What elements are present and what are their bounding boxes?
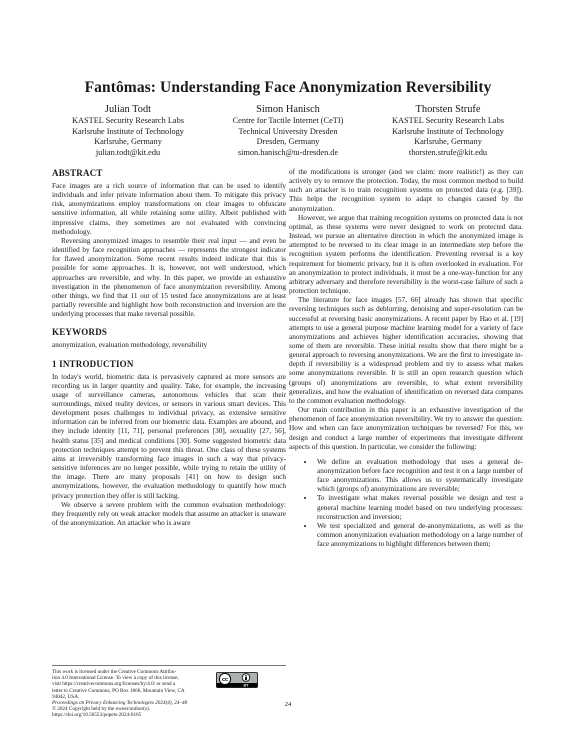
abstract-paragraph: Reversing anonymized images to resemble their real input — and even be identified by face recognition approaches — represents the strongest indicator for flawed anonymization. Some recent results indeed indicate that this is possible for some approaches. It is, however, not well understood, which approaches are reversible, and why. In this paper, we provide an exhaustive investigation in the phenomenon of face anonymization reversibility. Among other things, we find that 11 out of 15 tested face anonymizations are at least partially reversible and highlight how both reconstruction and inversion are the underlying processes that make reversal possible. [52,236,286,319]
intro-paragraph: We observe a severe problem with the common evaluation methodology: they frequently rely on weak attacker models that assume an attacker is unaware of the anonymization. An attacker who is aware [52,500,286,527]
author-block [48,103,528,158]
author-email: simon.hanisch@tu-dresden.de [237,147,339,157]
intro-paragraph: Our main contribution in this paper is an exhaustive investigation of the phenomenon of face anonymization reversibility. We try to answer the question: How and when can face anonymization techniques be reversed? For this, we design and conduct a large number of experiments that investigate different aspects of this question. In particular, we consider the following: [289,406,523,451]
license-line: letter to Creative Commons, PO Box 1866, Mountain View, CA 94042, USA. [52,687,185,700]
author-location: Karlsruhe, Germany [414,137,482,147]
contribution-item: • We test specialized and general de-anonymizations, as well as the common anonymization evaluation methodology on a large number of face anonymizations to highlight differences between them; [315,522,523,549]
abstract-heading: ABSTRACT [52,168,103,178]
cc-by-license-icon [216,672,258,688]
license-link: visit https://creativecommons.org/licenses/by/4.0/ or send a [52,681,176,688]
cc-icon-text: cc [221,677,229,683]
paper-title: Fantômas: Understanding Face Anonymization Reversibility [84,79,492,96]
author-name: Simon Hanisch [256,104,320,115]
license-line: tion 4.0 International License. To view a copy of this license, [52,675,179,682]
by-icon-text: BY [243,683,249,688]
abstract-paragraph: Face images are a rich source of information that can be used to identify individuals and infer private information about them. To mitigate this privacy risk, anonymizations employ transformations on clear images to obfuscate sensitive information, all while retaining some utility. Albeit published with impressive claims, they sometimes are not evaluated with convincing methodology. [52,182,286,236]
license-line: This work is licensed under the Creative Commons Attribu- [52,669,177,675]
keywords-heading: KEYWORDS [52,327,108,338]
author-location: Karlsruhe, Germany [94,137,162,147]
author-affiliation: KASTEL Security Research Labs [392,116,504,125]
right-column [289,168,523,549]
contribution-list [289,458,523,550]
author-location: Dresden, Germany [256,137,320,147]
copyright-line: © 2024 Copyright held by the owner/author(s). [52,706,151,713]
author-affiliation: Centre for Tactile Internet (CeTI) [232,116,344,125]
license-footer [52,665,286,719]
author-name: Julian Todt [104,104,152,115]
keywords-text: anonymization, evaluation methodology, reversibility [52,341,208,350]
author-1 [48,103,208,158]
author-email: thorsten.strufe@kit.edu [408,147,488,157]
author-affiliation: KASTEL Security Research Labs [72,116,184,125]
introduction-heading: 1 INTRODUCTION [52,358,134,369]
license-text [52,669,197,719]
author-email: julian.todt@kit.edu [95,147,161,157]
left-column [52,168,286,528]
author-2 [208,103,368,158]
author-affiliation: Karlsruhe Institute of Technology [392,126,504,136]
contribution-item: • We define an evaluation methodology that uses a general de-anonymization before face recognition and test it on a large number of face anonymizations. This allows us to systematically investigate which (groups of) anonymizations are reversible; [315,458,523,495]
author-affiliation: Karlsruhe Institute of Technology [72,126,184,136]
proceedings-line: Proceedings on Privacy Enhancing Technologies 2024(4), 24–48 [52,700,188,707]
intro-paragraph: However, we argue that training recognition systems on protected data is not optimal, as these systems were never designed to work on protected data. Instead, we pursue an alternative direction in which the anonymized image is attempted to be reversed to its clear image in an intermediate step before the recognition system performs the identification. Preventing reversal is a key requirement for biometric privacy, but it is often overlooked in evaluation. For an anonymization to protect individuals, it must be a one-way-function for any arbitrary adversary and therefore reversibility is the worst-case failure of such a protection technique. [289,213,523,296]
author-3 [368,103,528,158]
contribution-item: • To investigate what makes reversal possible we design and test a general machine learning model based on two underlying processes: reconstruction and inversion; [315,494,523,521]
doi-link: https://doi.org/10.56553/popets-2024-0105 [52,712,142,719]
intro-paragraph: of the modifications is stronger (and we claim: more realistic!) as they can actively try to remove the protection. Today, the most common method to build such an attacker is to train recognition systems on protected data (e.g. [39]). This helps the recognition system to adapt to changes caused by the anonymization. [289,168,523,213]
page-number: 24 [284,701,292,708]
intro-paragraph: The literature for face images [57, 66] already has shown that specific reversing techniques such as deblurring, denoising and super-resolution can be successful at reversing basic anonymizations. A recent paper by Hao et al. [19] attempts to use a general purpose machine learning model for a variety of face anonymizations and achieves higher identification accuracies, showing that some of them are reversible. These initial results show that there might be a general approach to reversing anonymizations. We are the first to investigate in-depth if reversibility is a widespread problem and try to assess what makes some anonymizations reversible. It is still an open research question which (groups of) anonymizations are reversible, to what extent reversibility generalizes, and how the evaluation of identification on reversed data compares to the common evaluation methodology. [289,296,523,405]
author-name: Thorsten Strufe [415,104,481,115]
author-affiliation: Technical University Dresden [238,126,338,136]
intro-paragraph: In today's world, biometric data is pervasively captured as more sensors are recording us in larger quantity and quality. Take, for example, the increasing usage of surveillance cameras, autonomous vehicles that scan their surroundings, mixed reality devices, or sensors in various smart devices. This development poses challenges to individual privacy, as extensive sensitive information can be inferred from our biometric data. Examples are abound, and they include identity [11, 71], personal preferences [30], sexuality [27, 56], health status [35] and medical conditions [30]. Some suggested biometric data protection techniques attempt to prevent this threat. One class of these systems aims at irreversibly transforming face images in such a way that privacy-sensitive inferences are no longer possible, while trying to retain the utility of the image. There are many proposals [41] on how to design such anonymizations, however, the evaluation methodology to quantify how much privacy protection they offer is still lacking. [52,372,286,500]
